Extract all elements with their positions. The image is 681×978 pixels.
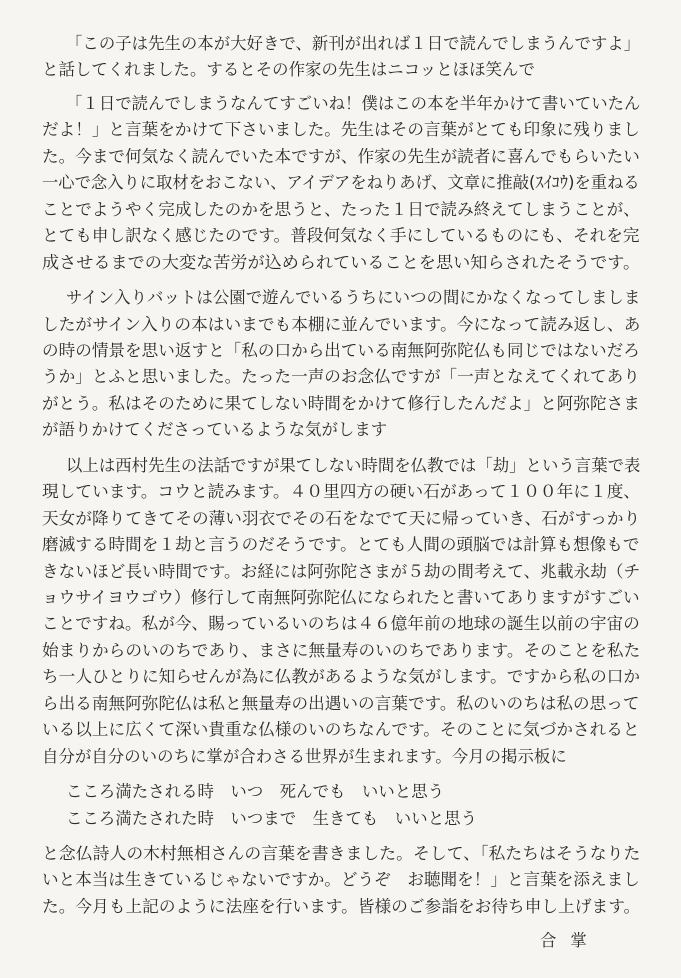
poem-line: こころ満たされた時 いつまで 生きても いいと思う <box>66 809 478 828</box>
text-line: た。今月も上記のように法座を行います。皆様のご参詣をお待ち申し上げます。 <box>42 897 641 916</box>
text-line: だよ！」と言葉をかけて下さいました。先生はその言葉がとても印象に残りまし <box>42 120 640 139</box>
text-line: 天女が降りてきてその薄い羽衣でその石をなでて天に帰っていき、石がすっかり <box>42 509 641 528</box>
text-line: とても申し訳なく感じたのです。普段何気なく手にしているものにも、それを完 <box>42 226 640 245</box>
text-line: 「この子は先生の本が大好きで、新刊が出れば１日で読んでしまうんですよ」 <box>66 34 641 53</box>
text-line: サイン入りバットは公園で遊んでいるうちにいつの間にかなくなってしましま <box>66 288 641 307</box>
text-line: 磨滅する時間を１劫と言うのだそうです。とても人間の頭脳では計算も想像もで <box>42 535 640 554</box>
text-line: が語りかけてくださっているような気がします <box>42 420 388 439</box>
text-line: きないほど長い時間です。お経には阿弥陀さまが５劫の間考えて、兆載永劫（チ <box>42 562 641 581</box>
text-line: うか」とふと思いました。たった一声のお念仏ですが「一声となえてくれてあり <box>42 367 640 386</box>
text-line: の時の情景を思い返すと「私の口から出ている南無阿弥陀仏も同じではないだろ <box>42 341 640 360</box>
text-line: 始まりからのいのちであり、まさに無量寿のいのちであります。そのことを私た <box>42 641 641 660</box>
text-line: ことでようやく完成したのかを思うと、たった１日で読み終えてしまうことが、 <box>42 200 640 219</box>
closing-signature: 合掌 <box>540 931 601 950</box>
text-line: いる以上に広くて深い貴重な仏様のいのちなんです。そのことに気づかされると <box>42 720 640 739</box>
text-line: したがサイン入りの本はいまでも本棚に並んでいます。今になって読み返し、あ <box>42 315 641 334</box>
text-line: 一心で念入りに取材をおこない、アイデアをねりあげ、文章に推敲(ｽｲｺｳ)を重ねる <box>42 173 640 192</box>
text-line: ら出る南無阿弥陀仏は私と無量寿の出遇いの言葉です。私のいのちは私の思って <box>42 694 640 713</box>
text-line: 自分が自分のいのちに掌が合わさる世界が生まれます。今月の掲示板に <box>42 747 567 766</box>
text-line: 成させるまでの大変な苦労が込められていることを思い知らされたそうです。 <box>42 253 641 272</box>
text-line: 「１日で読んでしまうなんてすごいね！僕はこの本を半年かけて書いていたん <box>66 94 641 113</box>
text-line: ことですね。私が今、賜っているいのちは４６億年前の地球の誕生以前の宇宙の <box>42 614 640 633</box>
text-line: いと本当は生きているじゃないですか。どうぞ お聴聞を！」と言葉を添えまし <box>42 870 640 889</box>
text-line: と念仏詩人の木村無相さんの言葉を書きました。そして、「私たちはそうなりた <box>42 844 641 863</box>
text-line: と話してくれました。するとその作家の先生はニコッとほほ笑んで <box>42 60 535 79</box>
text-line: 現しています。コウと読みます。４０里四方の硬い石があって１００年に１度、 <box>42 482 641 501</box>
text-line: た。今まで何気なく読んでいた本ですが、作家の先生が読者に喜んでもらいたい <box>42 147 640 166</box>
text-line: ョウサイヨウゴウ）修行して南無阿弥陀仏になられたと書いてありますがすごい <box>42 588 640 607</box>
poem-line: こころ満たされる時 いつ 死んでも いいと思う <box>66 782 445 801</box>
text-line: 以上は西村先生の法話ですが果てしない時間を仏教では「劫」という言葉で表 <box>66 456 641 475</box>
text-line: がとう。私はそのために果てしない時間をかけて修行したんだよ」と阿弥陀さま <box>42 394 640 413</box>
text-line: ち一人ひとりに知らせんが為に仏教があるような気がします。ですから私の口か <box>42 667 641 686</box>
